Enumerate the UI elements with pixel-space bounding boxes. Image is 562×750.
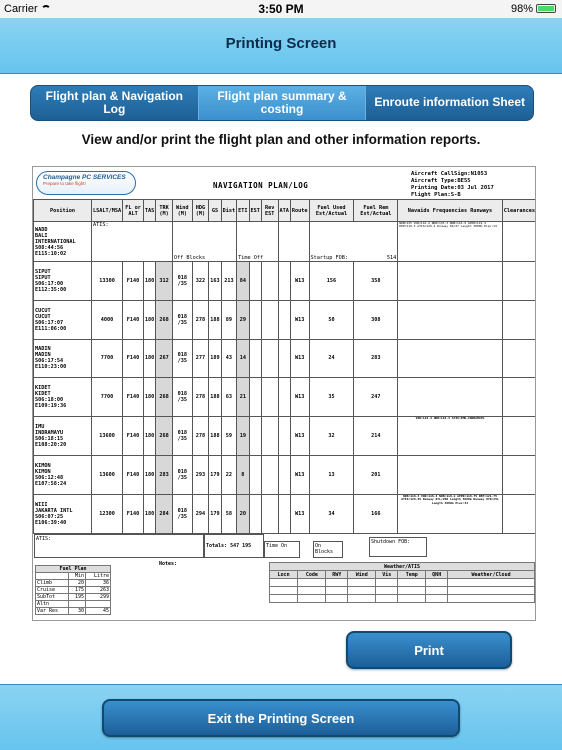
cell-wind: 018 /35 bbox=[172, 455, 192, 494]
cell-fl: F140 bbox=[123, 417, 144, 456]
cell-hdg: 278 bbox=[192, 417, 209, 456]
startup-fob: Startup FOB: 514 bbox=[309, 222, 398, 262]
cell-hdg: 322 bbox=[192, 262, 209, 301]
departure-position: WADD BALI INTERNATIONAL S08:44:56 E115:10:02 bbox=[34, 222, 92, 262]
cell-trk: 268 bbox=[156, 300, 173, 339]
waypoint-position: SIPUT SIPUT S06:17:00 E112:35:00 bbox=[34, 262, 92, 301]
column-header: LSALT/MSA bbox=[92, 200, 123, 222]
cell-fu: 24 bbox=[309, 339, 354, 378]
report-title: NAVIGATION PLAN/LOG bbox=[213, 181, 309, 190]
cell-fl: F140 bbox=[123, 339, 144, 378]
battery-indicator: 98% bbox=[511, 3, 556, 15]
departure-time-off: Time Off bbox=[237, 222, 278, 262]
cell-trk: 268 bbox=[156, 378, 173, 417]
cell-tas: 180 bbox=[143, 417, 155, 456]
cell-tas: 180 bbox=[143, 262, 155, 301]
cell-lsalt: 13600 bbox=[92, 455, 123, 494]
column-header: Clearances bbox=[502, 200, 536, 222]
cell-wind: 018 /35 bbox=[172, 417, 192, 456]
cell-tas: 180 bbox=[143, 339, 155, 378]
cell-hdg: 277 bbox=[192, 339, 209, 378]
report-tabs bbox=[30, 85, 534, 121]
cell-fl: F140 bbox=[123, 262, 144, 301]
cell-tas: 180 bbox=[143, 378, 155, 417]
column-header: Dist bbox=[221, 200, 237, 222]
cell-dist: 63 bbox=[221, 378, 237, 417]
cell-tas: 180 bbox=[143, 300, 155, 339]
cell-route: W13 bbox=[290, 494, 309, 533]
aircraft-info: Aircraft CallSign:N1053 Aircraft Type:BE55 Printing Date:03 Jul 2017 Flight Plan:S-B bbox=[411, 171, 494, 198]
cell-trk: 268 bbox=[156, 417, 173, 456]
cell-lsalt: 12300 bbox=[92, 494, 123, 533]
cell-nav bbox=[398, 455, 502, 494]
weather-column-header: Code bbox=[298, 571, 326, 579]
cell-trk: 312 bbox=[156, 262, 173, 301]
weather-column-header: Weather/Cloud bbox=[448, 571, 535, 579]
cell-fr: 358 bbox=[354, 262, 398, 301]
cell-route: W13 bbox=[290, 262, 309, 301]
status-bar bbox=[0, 0, 562, 18]
header-bar bbox=[0, 18, 562, 74]
cell-fu: 35 bbox=[309, 378, 354, 417]
cell-fu: 34 bbox=[309, 494, 354, 533]
cell-eti: 21 bbox=[237, 378, 249, 417]
weather-column-header: Wind bbox=[348, 571, 376, 579]
waypoint-position: WIII JAKARTA INTL S06:07:25 E106:39:40 bbox=[34, 494, 92, 533]
totals: Totals: 547 195 bbox=[204, 534, 264, 558]
table-row bbox=[34, 300, 537, 339]
table-row bbox=[34, 494, 537, 533]
cell-route: W13 bbox=[290, 455, 309, 494]
cell-fl: F140 bbox=[123, 455, 144, 494]
fuel-plan-row: Cruise 175 263 bbox=[37, 587, 109, 593]
column-header: Navaids Frequencies Runways bbox=[398, 200, 502, 222]
cell-gs: 188 bbox=[209, 378, 221, 417]
cell-nav bbox=[398, 262, 502, 301]
cell-lsalt: 4000 bbox=[92, 300, 123, 339]
cell-gs: 188 bbox=[209, 417, 221, 456]
battery-icon bbox=[536, 4, 556, 13]
cell-dist: 58 bbox=[221, 494, 237, 533]
cell-lsalt: 7700 bbox=[92, 378, 123, 417]
column-header: Fuel Rem Est/Actual bbox=[354, 200, 398, 222]
cell-eti: 20 bbox=[237, 494, 249, 533]
departure-atis: ATIS: bbox=[92, 222, 173, 262]
notes-label: Notes: bbox=[159, 561, 178, 567]
cell-eti: 29 bbox=[237, 300, 249, 339]
status-time: 3:50 PM bbox=[258, 2, 304, 16]
instructions-text: View and/or print the flight plan and other information reports. bbox=[81, 132, 481, 147]
column-header: TRK (M) bbox=[156, 200, 173, 222]
weather-column-header: Locn bbox=[270, 571, 298, 579]
column-header: GS bbox=[209, 200, 221, 222]
weather-table: Weather/ATIS Locn Code RWY Wind Vis Temp QNH Weather/Cloud bbox=[269, 562, 535, 603]
fuel-plan-row: Var Res 30 45 bbox=[37, 608, 109, 614]
column-header: TAS bbox=[143, 200, 155, 222]
cell-gs: 179 bbox=[209, 455, 221, 494]
cell-fu: 32 bbox=[309, 417, 354, 456]
cell-fr: 247 bbox=[354, 378, 398, 417]
cell-fl: F140 bbox=[123, 494, 144, 533]
column-header: Position bbox=[34, 200, 92, 222]
cell-lsalt: 13300 bbox=[92, 262, 123, 301]
on-blocks: On Blocks bbox=[313, 541, 343, 558]
cell-dist: 43 bbox=[221, 339, 237, 378]
cell-eti: 8 bbox=[237, 455, 249, 494]
cell-eti: 14 bbox=[237, 339, 249, 378]
fuel-plan-table: Fuel Plan Min Litre Climb 20 36 Cruise 175 263 SubTot 195 299 Altn Var Res 30 45 bbox=[37, 566, 109, 614]
cell-gs: 179 bbox=[209, 494, 221, 533]
cell-dist: 59 bbox=[221, 417, 237, 456]
cell-lsalt: 13600 bbox=[92, 417, 123, 456]
shutdown-fob: Shutdown FOB: bbox=[369, 537, 427, 557]
cell-eti: 84 bbox=[237, 262, 249, 301]
cell-route: W13 bbox=[290, 339, 309, 378]
tab-flight-plan-navigation-log[interactable]: Flight plan & Navigation Log bbox=[31, 86, 199, 120]
footer-bar bbox=[0, 684, 562, 750]
cell-wind: 018 /35 bbox=[172, 378, 192, 417]
cell-hdg: 278 bbox=[192, 378, 209, 417]
cell-nav bbox=[398, 378, 502, 417]
fuel-plan-row: Climb 20 36 bbox=[37, 580, 109, 586]
waypoint-position: IMU INDRAMAYU S06:18:15 E108:20:20 bbox=[34, 417, 92, 456]
cell-gs: 189 bbox=[209, 339, 221, 378]
cell-dist: 213 bbox=[221, 262, 237, 301]
weather-column-header: Vis bbox=[376, 571, 398, 579]
cell-wind: 018 /35 bbox=[172, 262, 192, 301]
cell-wind: 018 /35 bbox=[172, 494, 192, 533]
cell-trk: 283 bbox=[156, 455, 173, 494]
cell-fu: 156 bbox=[309, 262, 354, 301]
cell-fr: 214 bbox=[354, 417, 398, 456]
company-logo: Champagne PC SERVICES Prepare to take flight! bbox=[36, 171, 136, 195]
cell-hdg: 294 bbox=[192, 494, 209, 533]
tab-flight-plan-summary-costing[interactable]: Flight plan summary & costing bbox=[199, 86, 367, 120]
cell-trk: 284 bbox=[156, 494, 173, 533]
table-row bbox=[34, 339, 537, 378]
cell-hdg: 293 bbox=[192, 455, 209, 494]
column-header: ETI bbox=[237, 200, 249, 222]
table-row bbox=[34, 378, 537, 417]
table-row bbox=[34, 262, 537, 301]
cell-tas: 180 bbox=[143, 494, 155, 533]
waypoint-position: KIMON KIMON S06:12:48 E107:58:24 bbox=[34, 455, 92, 494]
waypoint-position: MADIN MADIN S06:17:54 E110:23:00 bbox=[34, 339, 92, 378]
column-header: Route bbox=[290, 200, 309, 222]
time-on: Time On bbox=[264, 541, 300, 558]
departure-row bbox=[34, 222, 537, 262]
cell-gs: 163 bbox=[209, 262, 221, 301]
fuel-plan-row: SubTot 195 299 bbox=[37, 594, 109, 600]
cell-fr: 283 bbox=[354, 339, 398, 378]
cell-fu: 50 bbox=[309, 300, 354, 339]
departure-navaids: NDB=135 VOR=116.2 NDB=135.3 NDB=116.9 APPR=119.3 DEP=119.3 ATIS=126.2 Runway 09/27 Length 3000m Elev:14 bbox=[398, 222, 502, 262]
table-row bbox=[34, 455, 537, 494]
carrier-label: Carrier bbox=[4, 3, 51, 15]
cell-fl: F140 bbox=[123, 378, 144, 417]
departure-off-blocks: Off Blocks bbox=[172, 222, 236, 262]
column-header: HDG (M) bbox=[192, 200, 209, 222]
exit-printing-screen-button[interactable]: Exit the Printing Screen bbox=[102, 699, 460, 737]
arrival-atis: ATIS: bbox=[34, 534, 204, 558]
cell-tas: 180 bbox=[143, 455, 155, 494]
weather-column-header: Temp bbox=[398, 571, 426, 579]
report-preview[interactable] bbox=[32, 166, 536, 621]
cell-nav: NDB=116.4 VOR=116.4 NDB=116.2 APPR=118.75 DEP=121.75 ATIS=126.85 Runway 07L/25R Length 3660m Runway 07R/25L Length 3600m Elev:34 bbox=[398, 494, 502, 533]
table-header-row bbox=[34, 200, 537, 222]
cell-fr: 308 bbox=[354, 300, 398, 339]
cell-hdg: 278 bbox=[192, 300, 209, 339]
cell-wind: 018 /35 bbox=[172, 339, 192, 378]
cell-dist: 89 bbox=[221, 300, 237, 339]
cell-nav bbox=[398, 300, 502, 339]
weather-column-header: RWY bbox=[326, 571, 348, 579]
cell-fu: 13 bbox=[309, 455, 354, 494]
tab-enroute-information-sheet[interactable]: Enroute information Sheet bbox=[374, 95, 526, 110]
cell-nav: VOR=116.4 NDB=116.4 ATIS=IMU-INDRAMAYU bbox=[398, 417, 502, 456]
cell-lsalt: 7700 bbox=[92, 339, 123, 378]
cell-fl: F140 bbox=[123, 300, 144, 339]
column-header: Rev EST bbox=[261, 200, 278, 222]
print-button[interactable]: Print bbox=[346, 631, 512, 669]
cell-nav bbox=[398, 339, 502, 378]
cell-route: W13 bbox=[290, 378, 309, 417]
cell-eti: 19 bbox=[237, 417, 249, 456]
cell-route: W13 bbox=[290, 417, 309, 456]
column-header: EST bbox=[249, 200, 261, 222]
navigation-log-table bbox=[33, 199, 536, 534]
weather-column-header: QNH bbox=[426, 571, 448, 579]
column-header: Wind (M) bbox=[172, 200, 192, 222]
column-header: Fuel Used Est/Actual bbox=[309, 200, 354, 222]
page-title: Printing Screen bbox=[225, 35, 337, 52]
waypoint-position: CUCUT CUCUT S06:17:07 E111:06:00 bbox=[34, 300, 92, 339]
cell-dist: 22 bbox=[221, 455, 237, 494]
waypoint-position: KIDET KIDET S06:18:00 E109:19:36 bbox=[34, 378, 92, 417]
column-header: ATA bbox=[278, 200, 290, 222]
weather-header-row bbox=[270, 571, 535, 579]
fuel-plan-row: Altn bbox=[36, 601, 111, 608]
cell-fr: 166 bbox=[354, 494, 398, 533]
cell-wind: 018 /35 bbox=[172, 300, 192, 339]
cell-route: W13 bbox=[290, 300, 309, 339]
cell-gs: 188 bbox=[209, 300, 221, 339]
cell-fr: 201 bbox=[354, 455, 398, 494]
table-row bbox=[34, 417, 537, 456]
cell-trk: 267 bbox=[156, 339, 173, 378]
column-header: FL or ALT bbox=[123, 200, 144, 222]
